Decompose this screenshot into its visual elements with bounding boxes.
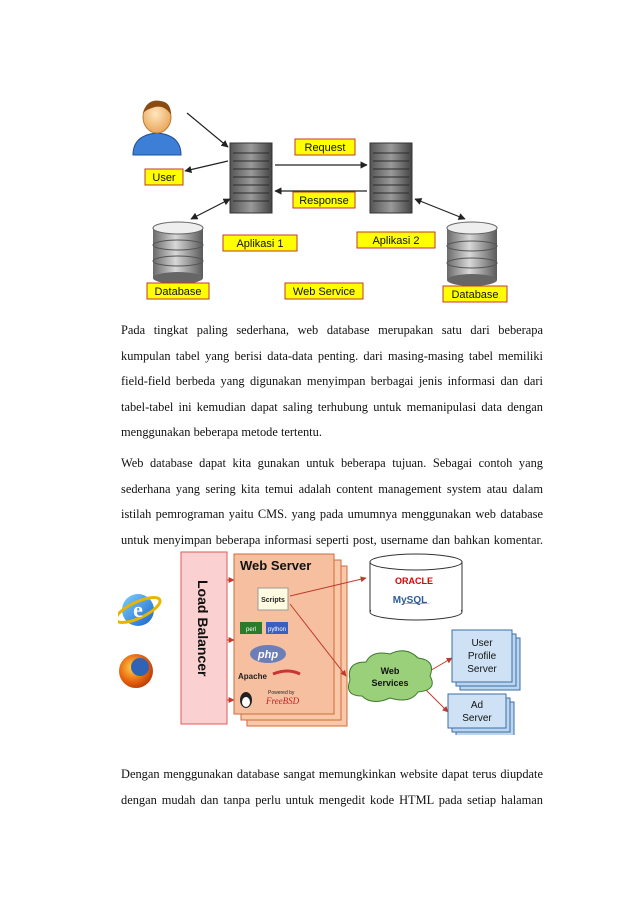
python-icon: [266, 622, 288, 634]
svg-text:FreeBSD: FreeBSD: [266, 696, 300, 706]
svg-text:perl: perl: [245, 627, 257, 633]
oracle-mysql-database: [370, 554, 462, 620]
internet-explorer-icon: [118, 593, 163, 628]
label-database-right: [443, 286, 507, 302]
web-server-stack: [234, 554, 347, 726]
svg-text:Aplikasi 1: Aplikasi 1: [236, 238, 284, 250]
perl-icon: [240, 622, 262, 634]
label-database-left: [147, 283, 209, 299]
svg-text:MySQL: MySQL: [392, 595, 428, 606]
load-balancer-box: [181, 552, 227, 724]
label-web-service: [285, 283, 363, 299]
text-line: Dengan menggunakan database sangat memungkinkan website dapat terus diupdate: [121, 767, 543, 781]
scripts-icon: [258, 588, 288, 610]
label-aplikasi-2: [357, 232, 435, 248]
svg-text:Web Server: Web Server: [240, 558, 312, 573]
label-request: [295, 139, 355, 155]
svg-text:Powered by: Powered by: [268, 690, 295, 696]
text-line: tabel-tabel ini kemudian dapat saling terhubung untuk memanipulasi data dengan: [121, 399, 543, 414]
text-line: Pada tingkat paling sederhana, web database merupakan satu dari beberapa: [121, 323, 543, 337]
arrow-server-db-right: [415, 199, 465, 219]
svg-text:Aplikasi 2: Aplikasi 2: [372, 235, 420, 247]
svg-text:Database: Database: [451, 289, 499, 301]
text-line: istilah pemrograman yaitu CMS. yang pada umumnya menggunakan web database: [121, 507, 543, 522]
svg-text:Web: Web: [380, 666, 400, 676]
svg-text:php: php: [257, 649, 279, 661]
svg-text:e: e: [133, 597, 143, 622]
svg-text:Web Service: Web Service: [292, 286, 356, 298]
load-balancer-architecture-diagram: [118, 550, 528, 735]
paragraph-database-benefits: [121, 762, 543, 813]
server-icon-left: [230, 143, 272, 213]
text-line: kumpulan tabel yang berisi data-data penting. dari masing-masing tabel memiliki: [121, 348, 543, 363]
svg-text:Apache: Apache: [238, 672, 267, 681]
ad-server-box: [448, 694, 514, 735]
text-line: dengan mudah dan tanpa perlu untuk mengedit kode HTML pada setiap halaman: [121, 792, 543, 807]
linux-tux-icon: [240, 692, 252, 708]
svg-text:Scripts: Scripts: [261, 597, 285, 604]
user-profile-server-box: [452, 630, 520, 690]
svg-text:Request: Request: [304, 142, 346, 154]
web-service-architecture-diagram: [125, 95, 515, 307]
arrow-server-to-user: [185, 161, 228, 171]
database-icon-right: [447, 222, 497, 286]
svg-text:Response: Response: [299, 195, 349, 207]
label-response: [293, 192, 355, 208]
arrow-user-to-server: [187, 113, 228, 147]
text-line: menggunakan beberapa metode tertentu.: [121, 425, 322, 440]
text-line: Web database dapat kita gunakan untuk beberapa tujuan. Sebagai contoh yang: [121, 456, 543, 470]
server-icon-right: [370, 143, 412, 213]
paragraph-web-database-intro: [121, 318, 543, 446]
arrow-server-db-left: [191, 199, 230, 219]
firefox-icon: [119, 654, 153, 688]
svg-text:Profile: Profile: [467, 651, 497, 662]
web-services-cloud: [349, 651, 433, 702]
svg-text:Load Balancer: Load Balancer: [195, 580, 211, 677]
svg-text:Database: Database: [154, 286, 202, 298]
text-line: untuk menyimpan beberapa informasi seperti post, username dan bahkan komentar.: [121, 532, 543, 547]
svg-text:Services: Services: [371, 678, 409, 688]
label-aplikasi-1: [223, 235, 297, 251]
svg-text:Server: Server: [467, 664, 497, 675]
text-line: field-field berbeda yang digunakan menyimpan berbagai jenis informasi dan dari: [121, 374, 543, 389]
paragraph-web-database-usage: [121, 451, 543, 553]
text-line: sederhana yang sering kita temui adalah content management system atau dalam: [121, 481, 543, 496]
svg-text:ORACLE: ORACLE: [395, 576, 433, 586]
svg-text:Ad: Ad: [470, 700, 484, 711]
label-user: [145, 169, 183, 185]
svg-text:User: User: [152, 172, 176, 184]
svg-text:python: python: [267, 627, 287, 633]
svg-text:User: User: [471, 638, 493, 649]
php-icon: [250, 645, 286, 663]
svg-text:Server: Server: [462, 713, 492, 724]
database-icon-left: [153, 222, 203, 284]
arrow-webservices-to-ad: [424, 688, 448, 712]
user-icon: [133, 101, 181, 155]
